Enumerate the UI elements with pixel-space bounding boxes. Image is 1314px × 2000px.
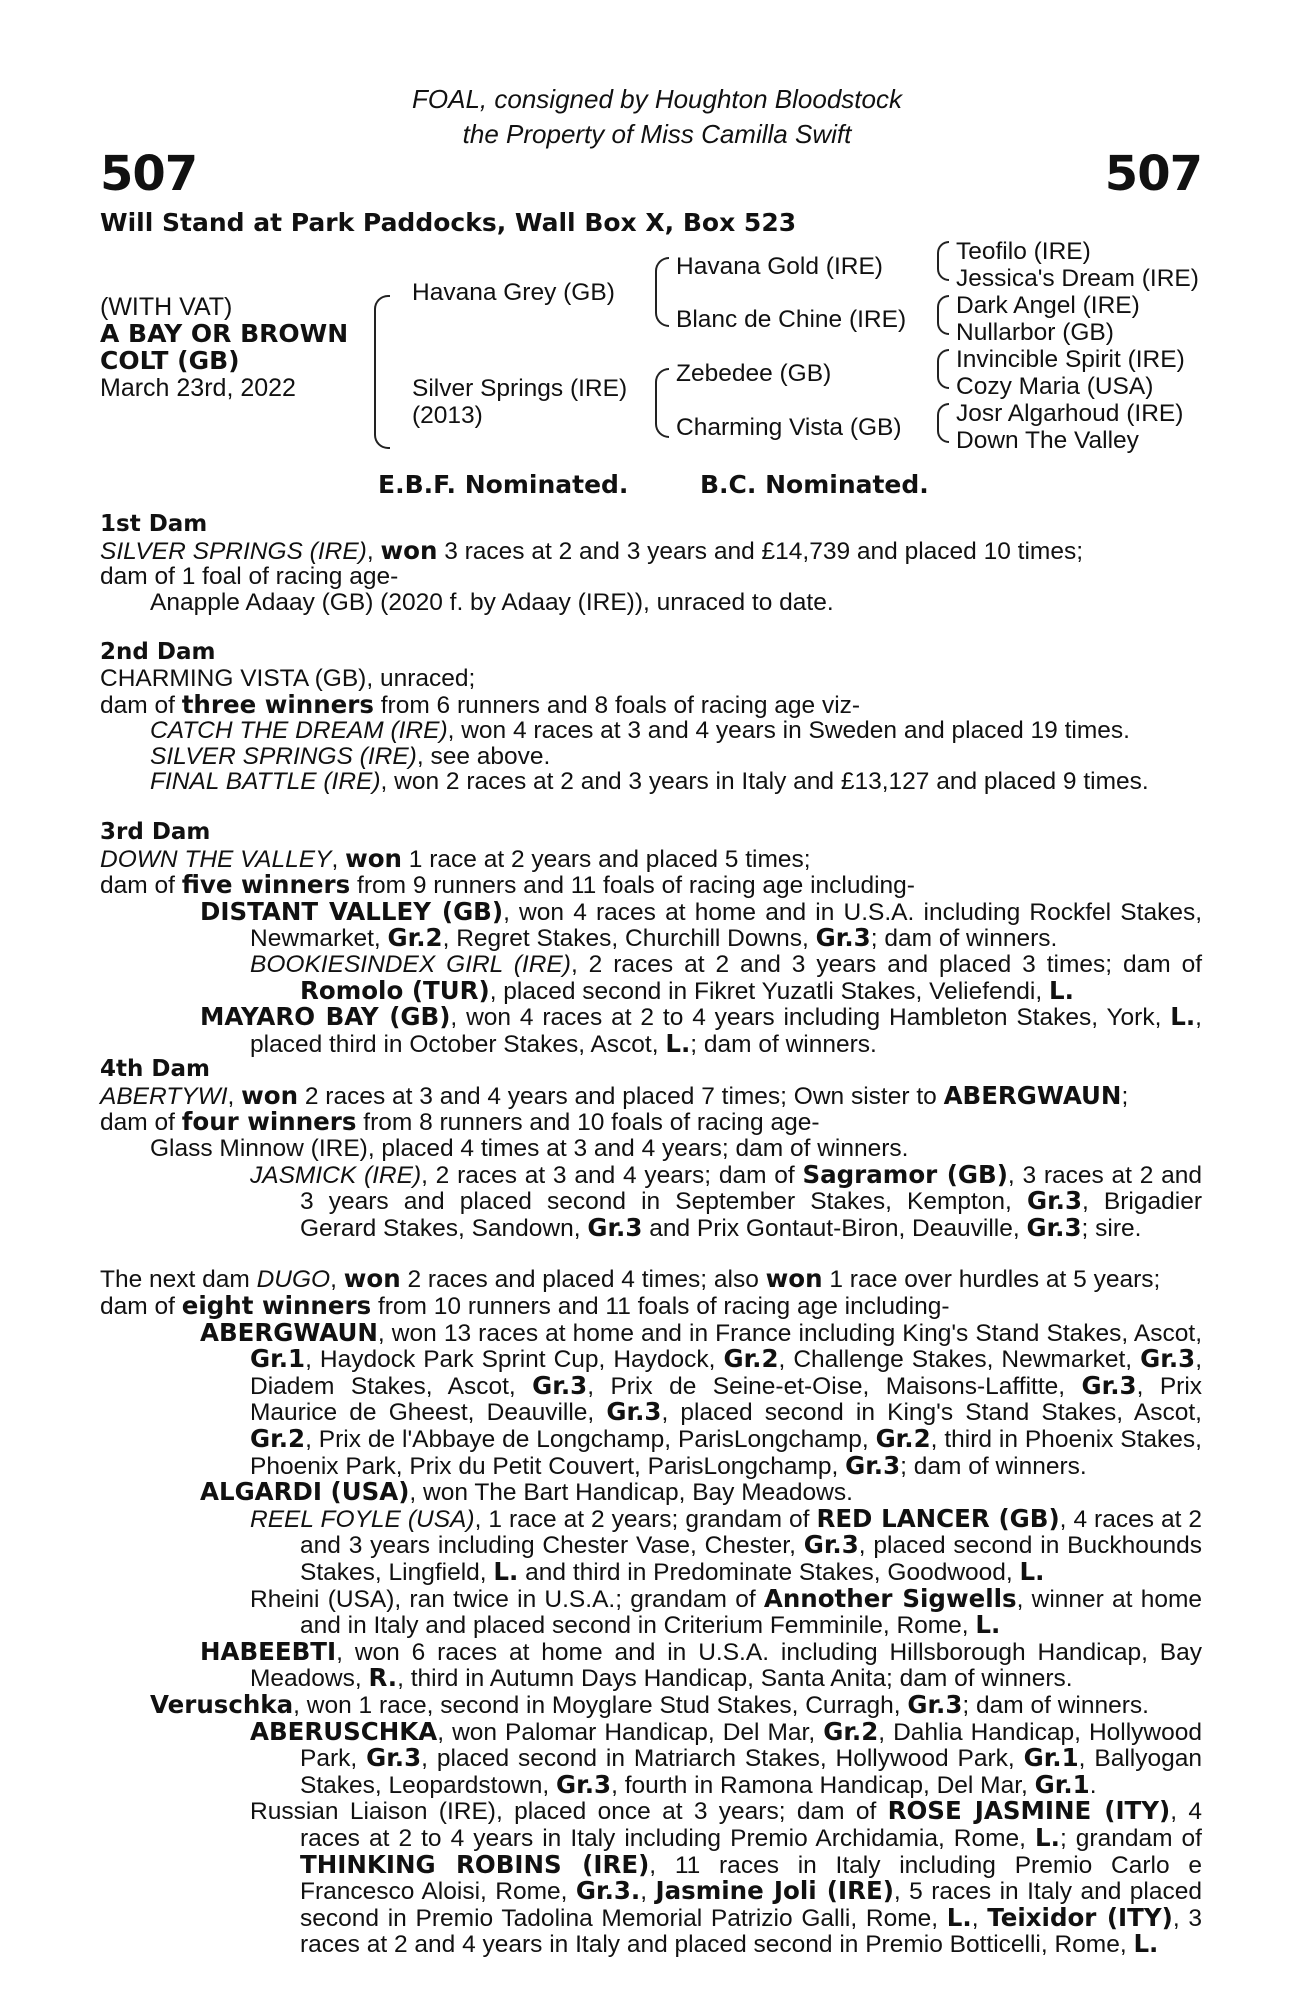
text-segment: , 4 races at 2 to 4 years in Italy including Premio Archidamia, Rome, — [300, 1798, 1202, 1852]
fourth-dam-summary — [100, 1109, 1202, 1136]
grade: L. — [493, 1556, 519, 1586]
fourth-dam-record — [100, 1080, 1202, 1110]
text-segment: 1 race over hurdles at 5 years; — [822, 1266, 1161, 1294]
winners-count: four winners — [181, 1107, 357, 1137]
third-dam-progeny — [100, 896, 1202, 953]
pedigree-ancestor-6: Cozy Maria (USA) — [956, 373, 1154, 400]
text-segment: , Prix de l'Abbaye de Longchamp, ParisLongchamp, — [305, 1426, 876, 1453]
winners-count: three winners — [181, 689, 374, 719]
text-segment: , won 13 races at home and in France including King's Stand Stakes, Ascot, — [377, 1319, 1202, 1347]
text-segment: , won 4 races at 2 to 4 years including Hambleton Stakes, York, — [450, 1004, 1171, 1032]
grade: Gr.2 — [723, 1344, 779, 1374]
stabling-location: Will Stand at Park Paddocks, Wall Box X, Box 523 — [100, 208, 797, 237]
fourth-dam-heading: 4th Dam — [100, 1056, 210, 1083]
first-dam-heading: 1st Dam — [100, 511, 208, 537]
pedigree-bracket-main — [374, 295, 390, 449]
progeny-name: Veruschka — [150, 1689, 294, 1719]
pedigree-dam-year: (2013) — [412, 402, 483, 429]
pedigree-bracket-g4 — [937, 403, 949, 443]
text-segment: ; dam of winners. — [870, 925, 1058, 953]
pedigree-sire-dam: Blanc de Chine (IRE) — [676, 306, 907, 333]
progeny-name: ALGARDI (USA) — [200, 1477, 410, 1507]
grade: Gr.3 — [1026, 1186, 1083, 1216]
first-dam-name: SILVER SPRINGS (IRE) — [100, 537, 367, 565]
pedigree-ancestor-4: Nullarbor (GB) — [956, 319, 1114, 346]
grade: Gr.3 — [556, 1769, 612, 1799]
grade: Gr.3 — [1081, 1370, 1137, 1400]
second-dam-progeny — [100, 744, 1202, 770]
grade: L. — [946, 1902, 972, 1932]
next-dam-progeny — [100, 1317, 1203, 1480]
horse-description-2: COLT (GB) — [100, 346, 240, 375]
text-segment: ; dam of winners. — [962, 1691, 1149, 1719]
consignment-line: FOAL, consigned by Houghton Bloodstock — [412, 84, 902, 114]
text-segment: , Ballyogan Stakes, Leopardstown, — [300, 1745, 1202, 1799]
grade: Gr.3 — [845, 1450, 901, 1480]
grade: L. — [1048, 975, 1074, 1005]
text-segment: , — [331, 845, 346, 873]
text-segment: dam of — [100, 1109, 182, 1137]
lot-number-right: 507 — [1104, 146, 1202, 202]
third-dam-grand-progeny — [100, 952, 1202, 1004]
text-segment: , 2 races at 2 and 3 years and placed 3 times; dam of — [570, 950, 1202, 978]
text-segment: , placed second in Fikret Yuzatli Stakes, Veliefendi, — [489, 977, 1049, 1005]
text-segment: , won 6 races at home and in U.S.A. including Hillsborough Handicap, Bay Meadows, — [250, 1638, 1202, 1693]
text-segment: , — [640, 1878, 656, 1906]
progeny-name: ABERGWAUN — [200, 1317, 378, 1347]
text-segment: 2 races and placed 4 times; also — [400, 1266, 766, 1294]
ebf-nomination: E.B.F. Nominated. — [378, 470, 629, 499]
text-segment: , 3 races at 2 and 4 years in Italy and placed second in Premio Botticelli, Rome, — [300, 1904, 1202, 1959]
first-dam-record — [100, 535, 1202, 565]
text-segment: ; grandam of — [1059, 1824, 1202, 1852]
third-dam-name: DOWN THE VALLEY — [100, 845, 332, 873]
text-segment: 3 races at 2 and 3 years and £14,739 and placed 10 times; — [437, 537, 1084, 565]
text-segment: and third in Predominate Stakes, Goodwood, — [518, 1558, 1020, 1586]
pedigree-sire-sire: Havana Gold (IRE) — [676, 253, 883, 280]
text-segment: , Challenge Stakes, Newmarket, — [778, 1346, 1141, 1374]
grade: L. — [1133, 1929, 1159, 1959]
text-segment: , winner at home and in Italy and placed second in Criterium Femminile, Rome, — [300, 1585, 1202, 1640]
first-dam-summary: dam of 1 foal of racing age- — [100, 563, 399, 591]
text-segment: , won The Bart Handicap, Bay Meadows. — [409, 1479, 853, 1507]
first-dam-foal: Anapple Adaay (GB) (2020 f. by Adaay (IRE)), unraced to date. — [150, 588, 834, 616]
won-label: won — [343, 1264, 401, 1294]
progeny-name: BOOKIESINDEX GIRL (IRE) — [250, 950, 571, 978]
grade: L. — [1170, 1002, 1196, 1032]
progeny-name: ABERUSCHKA — [250, 1716, 438, 1746]
second-dam-heading: 2nd Dam — [100, 639, 216, 666]
text-segment: , won 1 race, second in Moyglare Stud Stakes, Curragh, — [293, 1691, 908, 1719]
text-segment: , Haydock Park Sprint Cup, Haydock, — [305, 1346, 724, 1374]
grade: Gr.3 — [606, 1397, 662, 1427]
grade: Gr.2 — [875, 1424, 931, 1453]
pedigree-bracket-g3 — [937, 349, 949, 389]
won-label: won — [345, 843, 402, 873]
pedigree-sire: Havana Grey (GB) — [412, 279, 615, 306]
next-dam-progeny — [100, 1689, 1202, 1719]
progeny-name: Romolo (TUR) — [300, 975, 490, 1005]
grade: Gr.2 — [250, 1424, 306, 1453]
progeny-name: Annother Sigwells — [763, 1583, 1017, 1613]
text-segment: . — [1089, 1771, 1097, 1799]
text-segment: , third in Autumn Days Handicap, Santa Anita; dam of winners. — [397, 1665, 1073, 1693]
fourth-dam-progeny: Glass Minnow (IRE), placed 4 times at 3 and 4 years; dam of winners. — [150, 1135, 909, 1163]
grade: Gr.2 — [387, 923, 443, 953]
text-segment: , see above. — [416, 742, 551, 770]
won-label: won — [241, 1080, 299, 1110]
text-segment: , won Palomar Handicap, Del Mar, — [437, 1718, 824, 1746]
text-segment: , placed third in October Stakes, Ascot, — [250, 1004, 1202, 1058]
progeny-name: HABEEBTI — [200, 1636, 337, 1666]
text-segment: , Diadem Stakes, Ascot, — [250, 1346, 1202, 1400]
progeny-name: CATCH THE DREAM (IRE) — [150, 717, 448, 745]
third-dam-progeny — [100, 1004, 1202, 1057]
text-segment: , Prix Maurice de Gheest, Deauville, — [250, 1372, 1203, 1427]
progeny-name: DISTANT VALLEY (GB) — [200, 896, 504, 926]
grade: Gr.1 — [1034, 1769, 1090, 1799]
sister-name: ABERGWAUN — [943, 1080, 1122, 1110]
text-segment: , won 4 races at 3 and 4 years in Sweden and placed 19 times. — [447, 717, 1130, 745]
next-dam-grand-progeny — [100, 1798, 1202, 1958]
grade: Gr.3 — [803, 1530, 859, 1560]
bc-nomination: B.C. Nominated. — [700, 470, 929, 499]
pedigree-bracket-g2 — [937, 295, 949, 335]
grade: Gr.3 — [366, 1743, 422, 1773]
text-segment: , 4 races at 2 and 3 years including Chester Vase, Chester, — [300, 1505, 1202, 1560]
pedigree-dam-dam: Charming Vista (GB) — [676, 414, 902, 441]
next-dam-name: DUGO — [256, 1266, 331, 1294]
next-dam-grand-progeny — [100, 1479, 1202, 1506]
text-segment: ; — [1121, 1082, 1129, 1110]
text-segment: , placed second in King's Stand Stakes, Ascot, — [661, 1399, 1202, 1427]
grade: L. — [1035, 1822, 1060, 1852]
vat-note: (WITH VAT) — [100, 293, 233, 321]
text-segment: and Prix Gontaut-Biron, Deauville, — [642, 1214, 1027, 1242]
next-dam-progeny — [100, 1636, 1202, 1693]
text-segment: , won 4 races at home and in U.S.A. including Rockfel Stakes, Newmarket, — [250, 898, 1202, 953]
grade: Gr.3 — [1140, 1344, 1196, 1374]
text-segment: 2 races at 3 and 4 years and placed 7 times; Own sister to — [298, 1082, 944, 1110]
text-segment: 1 race at 2 years and placed 5 times; — [402, 845, 811, 873]
text-segment: , placed second in Buckhounds Stakes, Lingfield, — [300, 1532, 1202, 1586]
text-segment: , third in Phoenix Stakes, Phoenix Park, Prix du Petit Couvert, ParisLongchamp, — [250, 1426, 1202, 1480]
grade: Gr.1 — [1023, 1743, 1079, 1773]
progeny-name: FINAL BATTLE (IRE) — [150, 768, 381, 796]
third-dam-summary — [100, 872, 1202, 899]
text-segment: ; sire. — [1081, 1214, 1142, 1242]
lot-number-left: 507 — [100, 146, 198, 202]
text-segment: from 6 runners and 8 foals of racing age viz- — [373, 691, 861, 719]
text-segment: , Prix de Seine-et-Oise, Maisons-Laffitte, — [587, 1372, 1082, 1400]
second-dam-progeny — [100, 718, 1202, 744]
foaling-date: March 23rd, 2022 — [100, 374, 296, 402]
text-segment: , 11 races in Italy including Premio Carlo e Francesco Aloisi, Rome, — [300, 1851, 1202, 1906]
grade: Gr.2 — [823, 1716, 879, 1746]
grade: Gr.3 — [532, 1370, 588, 1400]
progeny-name: SILVER SPRINGS (IRE) — [150, 742, 417, 770]
progeny-name: REEL FOYLE (USA) — [250, 1505, 475, 1533]
pedigree-ancestor-5: Invincible Spirit (IRE) — [956, 346, 1185, 373]
text-segment: , fourth in Ramona Handicap, Del Mar, — [611, 1771, 1035, 1799]
grade: R. — [368, 1663, 398, 1693]
progeny-name: MAYARO BAY (GB) — [200, 1002, 451, 1032]
next-dam-grand-progeny — [100, 1503, 1202, 1586]
text-segment: ; dam of winners. — [900, 1452, 1087, 1480]
third-dam-record — [100, 843, 1202, 873]
pedigree-ancestor-3: Dark Angel (IRE) — [956, 292, 1140, 319]
progeny-name: Jasmine Joli (IRE) — [655, 1876, 894, 1906]
text-segment: , — [227, 1082, 242, 1110]
text-segment: , 2 races at 3 and 4 years; dam of — [421, 1161, 803, 1189]
second-dam-progeny — [100, 769, 1202, 795]
text-segment: , 3 races at 2 and 3 years and placed second in September Stakes, Kempton, — [300, 1161, 1202, 1216]
pedigree-bracket-g1 — [937, 241, 949, 281]
text-segment: Russian Liaison (IRE), placed once at 3 years; dam of — [250, 1798, 888, 1826]
text-segment: , Brigadier Gerard Stakes, Sandown, — [300, 1188, 1202, 1242]
pedigree-dam-sire: Zebedee (GB) — [676, 360, 832, 387]
text-segment: dam of — [100, 872, 182, 900]
text-segment: , Regret Stakes, Churchill Downs, — [442, 925, 816, 953]
fourth-dam-name: ABERTYWI — [100, 1082, 228, 1110]
text-segment: Rheini (USA), ran twice in U.S.A.; grandam of — [250, 1585, 764, 1613]
progeny-name: ROSE JASMINE (ITY) — [887, 1796, 1171, 1826]
dam-history — [100, 512, 1202, 1958]
text-segment: from 8 runners and 10 foals of racing age- — [356, 1109, 820, 1137]
text-segment: from 10 runners and 11 foals of racing age including- — [371, 1293, 950, 1321]
third-dam-heading: 3rd Dam — [100, 818, 211, 845]
text-segment: ; dam of winners. — [690, 1030, 877, 1058]
grade: Gr.3 — [1026, 1212, 1082, 1242]
progeny-name: RED LANCER (GB) — [816, 1503, 1060, 1533]
text-segment: dam of — [100, 1293, 182, 1321]
text-segment: , — [366, 537, 381, 565]
winners-count: five winners — [181, 870, 351, 900]
won-label: won — [380, 535, 438, 565]
text-segment: , won 2 races at 2 and 3 years in Italy and £13,127 and placed 9 times. — [380, 768, 1149, 796]
grade: L. — [1019, 1556, 1045, 1586]
fourth-dam-grand-progeny — [100, 1159, 1202, 1242]
pedigree-dam: Silver Springs (IRE) — [412, 375, 628, 402]
progeny-name: Teixidor (ITY) — [987, 1902, 1173, 1932]
pedigree-ancestor-8: Down The Valley — [956, 427, 1139, 454]
grade: Gr.3 — [907, 1689, 963, 1719]
horse-description-1: A BAY OR BROWN — [100, 319, 349, 348]
next-dam-summary — [100, 1293, 1202, 1320]
text-segment: , — [971, 1904, 988, 1932]
next-dam-grand-progeny — [100, 1716, 1203, 1799]
progeny-name: THINKING ROBINS (IRE) — [300, 1849, 650, 1879]
pedigree-bracket-sire — [655, 257, 669, 327]
next-dam-record — [100, 1266, 1202, 1293]
progeny-name: JASMICK (IRE) — [250, 1161, 422, 1189]
grade: L. — [975, 1610, 1001, 1640]
next-dam-grand-progeny — [100, 1583, 1202, 1640]
progeny-name: Sagramor (GB) — [802, 1159, 1008, 1189]
grade: Gr.3 — [587, 1212, 643, 1242]
grade: Gr.3. — [575, 1876, 641, 1906]
second-dam-summary — [100, 689, 1202, 719]
text-segment: , placed second in Matriarch Stakes, Hollywood Park, — [421, 1745, 1024, 1773]
pedigree-bracket-dam — [655, 368, 669, 438]
second-dam-record: CHARMING VISTA (GB), unraced; — [100, 664, 476, 692]
grade: Gr.1 — [250, 1344, 306, 1374]
winners-count: eight winners — [181, 1291, 372, 1321]
text-segment: The next dam — [100, 1266, 257, 1294]
pedigree-ancestor-1: Teofilo (IRE) — [956, 238, 1091, 265]
text-segment: , Dahlia Handicap, Hollywood Park, — [300, 1718, 1203, 1773]
text-segment: dam of — [100, 691, 182, 719]
text-segment: , 5 races in Italy and placed second in Premio Tadolina Memorial Patrizio Galli, Rome, — [300, 1878, 1202, 1932]
text-segment: from 9 runners and 11 foals of racing age including- — [350, 872, 915, 900]
pedigree-ancestor-7: Josr Algarhoud (IRE) — [956, 400, 1184, 427]
grade: Gr.3 — [815, 923, 871, 953]
text-segment: , 1 race at 2 years; grandam of — [474, 1505, 817, 1533]
text-segment: , — [330, 1266, 344, 1294]
grade: L. — [665, 1028, 691, 1058]
pedigree-ancestor-2: Jessica's Dream (IRE) — [956, 265, 1199, 292]
property-line: the Property of Miss Camilla Swift — [462, 119, 852, 149]
won-label: won — [765, 1264, 823, 1294]
